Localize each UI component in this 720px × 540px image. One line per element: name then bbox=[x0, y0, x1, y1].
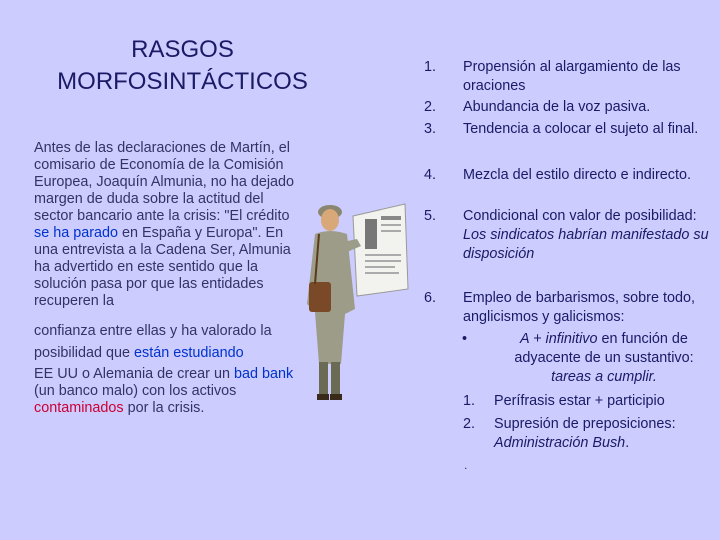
sub-list-main: Supresión de preposiciones bbox=[494, 416, 672, 432]
list-text-colon: : bbox=[692, 208, 697, 224]
sub-list-example: tareas a cumplir. bbox=[551, 369, 657, 385]
list-text: Mezcla del estilo directo e indirecto. bbox=[463, 167, 691, 183]
action-figure-reading-newspaper-icon bbox=[295, 194, 410, 404]
sub-list-body: en función de adyacente de un sustantivo: bbox=[514, 331, 694, 366]
excerpt-text: en España y Europa". En una entrevista a la Cadena Ser, Almunia ha advertido en este sentido que la solución pasa por que las entidades recuperen la bbox=[34, 225, 291, 309]
list-number: 6. bbox=[424, 290, 437, 306]
list-text-main: Condicional con valor de posibilidad bbox=[463, 208, 693, 224]
sub-list-emphasis: A + infinitivo bbox=[520, 331, 598, 347]
excerpt-text: EE UU o Alemania de crear un bbox=[34, 366, 234, 382]
sub-list-text bbox=[494, 330, 714, 387]
sub-list-example: Administración Bush bbox=[494, 435, 626, 451]
excerpt-text: Antes de las declaraciones de Martín, el comisario de Economía de la Comisión Europea, Joaquín Almunia, no ha dejado margen de duda sobre la actitud del sector bancario ante la crisis: "El crédito bbox=[34, 140, 295, 224]
highlight-passive: se ha parado bbox=[34, 225, 119, 241]
list-number: 3. bbox=[424, 121, 437, 137]
highlight-red-word: contaminados bbox=[34, 400, 124, 416]
excerpt-text: (un banco malo) con los activos bbox=[34, 383, 237, 399]
sub-list-text: Perífrasis estar + participio bbox=[494, 393, 665, 409]
sub-list-number: 1. bbox=[463, 393, 476, 409]
excerpt-text: por la crisis. bbox=[123, 400, 205, 416]
list-text bbox=[463, 289, 713, 327]
list-example: Los sindicatos habrían manifestado su disposición bbox=[463, 227, 709, 262]
excerpt-paragraph-3 bbox=[34, 366, 296, 417]
list-text-main: Empleo de barbarismos, sobre todo, anglicismos y galicismos bbox=[463, 290, 695, 325]
list-text: Abundancia de la voz pasiva. bbox=[463, 99, 651, 115]
excerpt-paragraph-1 bbox=[34, 140, 296, 310]
excerpt-paragraph-2 bbox=[34, 320, 296, 364]
excerpt-text: confianza entre ellas y ha valorado la posibilidad que bbox=[34, 323, 272, 361]
stray-dot: . bbox=[464, 458, 468, 472]
list-number: 5. bbox=[424, 208, 437, 224]
highlight-periphrasis: están estudiando bbox=[134, 345, 244, 361]
sub-list-number: 2. bbox=[463, 416, 476, 432]
list-text: Propensión al alargamiento de las oraciones bbox=[463, 59, 681, 94]
news-excerpt bbox=[34, 140, 296, 417]
highlight-anglicism: bad bank bbox=[233, 366, 294, 382]
slide-title bbox=[30, 34, 335, 98]
list-text: Tendencia a colocar el sujeto al final. bbox=[463, 121, 699, 137]
sub-list-end: . bbox=[625, 435, 630, 451]
list-text bbox=[463, 207, 713, 264]
list-number: 2. bbox=[424, 99, 437, 115]
sub-list-text bbox=[494, 415, 716, 453]
title-line-2: MORFOSINTÁCTICOS bbox=[57, 68, 308, 95]
list-text-colon: : bbox=[620, 309, 625, 325]
title-line-1: RASGOS bbox=[131, 36, 234, 63]
list-number: 4. bbox=[424, 167, 437, 183]
list-number: 1. bbox=[424, 59, 437, 75]
sub-list-colon: : bbox=[671, 416, 676, 432]
bullet-icon: • bbox=[462, 331, 468, 347]
